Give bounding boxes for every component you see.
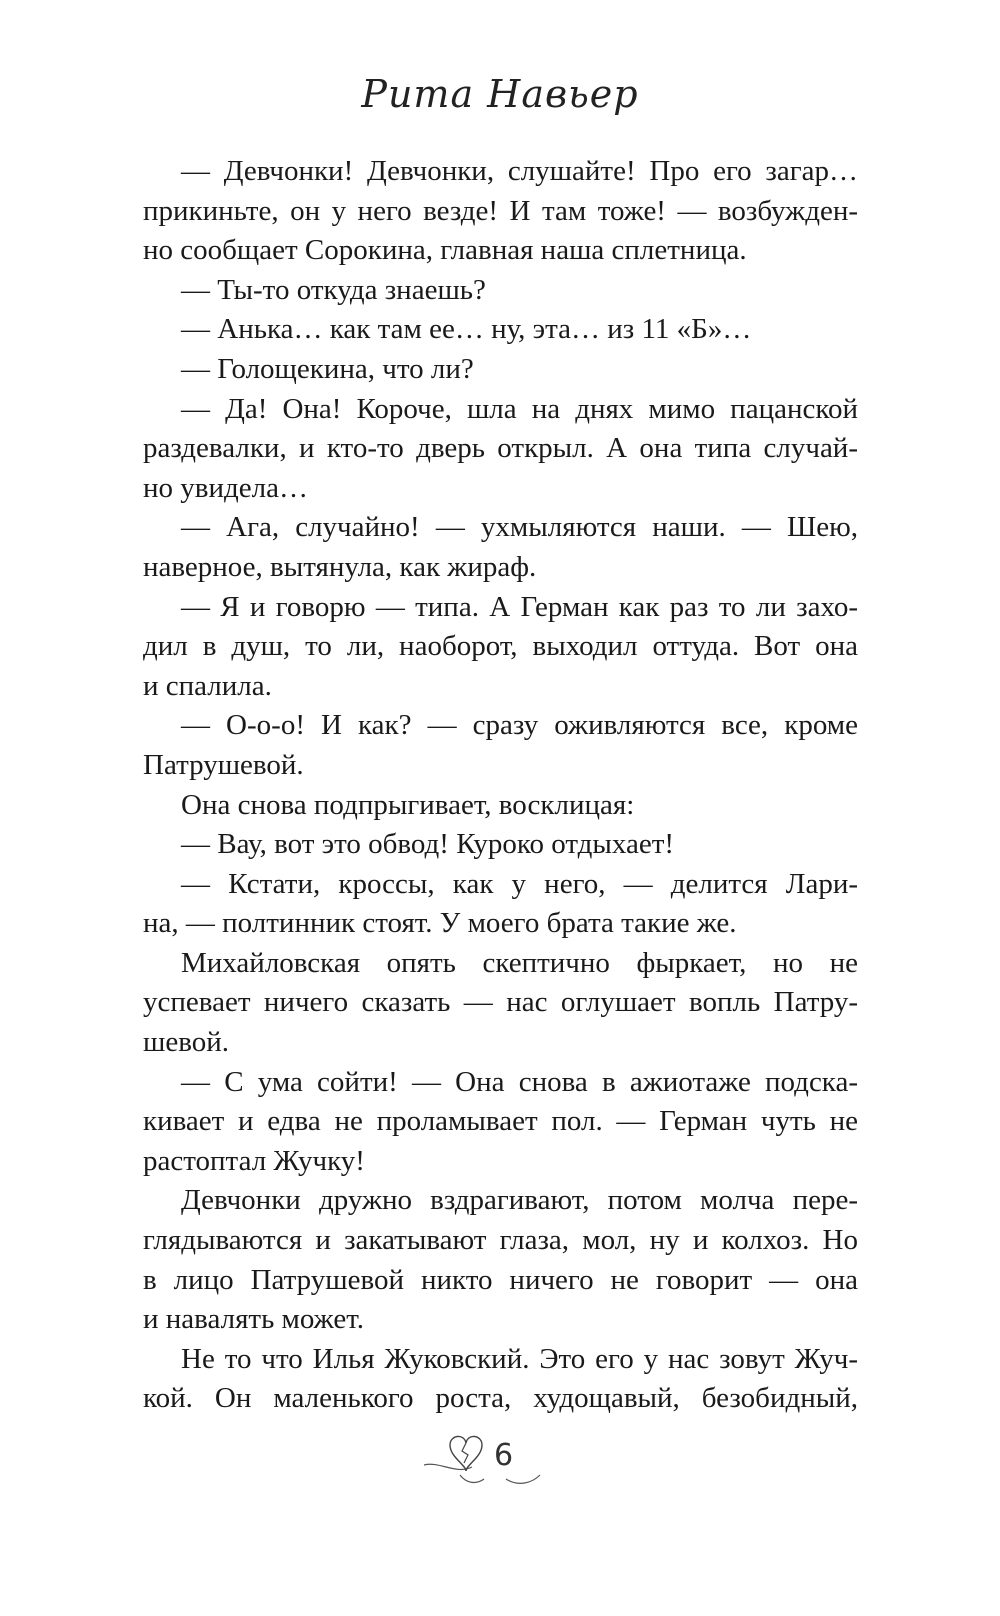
text-line: Патрушевой. [143, 748, 304, 781]
text-line: — Анька… как там ее… ну, эта… из 11 «Б»… [181, 313, 752, 346]
page-number: 6 [494, 1438, 514, 1473]
text-line: — Ты-то откуда знаешь? [181, 273, 486, 306]
text-line: наверное, вытянула, как жираф. [143, 550, 537, 583]
text-line: но увидела… [143, 471, 308, 504]
text-line: Девчонки дружно вздрагивают, потом молча пере- [181, 1184, 858, 1217]
text-line: — О-о-о! И как? — сразу оживляются все, кроме [181, 709, 858, 742]
text-line: глядываются и закатывают глаза, мол, ну и колхоз. Но [143, 1224, 858, 1257]
text-line: — Голощекина, что ли? [181, 352, 474, 385]
text-line: раздевалки, и кто-то дверь открыл. А она типа случай- [143, 432, 858, 465]
text-line: прикиньте, он у него везде! И там тоже! — возбужден- [143, 194, 858, 227]
running-head-author: Рита Навьер [361, 72, 639, 116]
text-line: — Я и говорю — типа. А Герман как раз то ли захо- [181, 590, 858, 623]
text-line: — Девчонки! Девчонки, слушайте! Про его загар… [181, 155, 858, 187]
text-line: успевает ничего сказать — нас оглушает вопль Патру- [143, 986, 858, 1019]
text-line: растоптал Жучку! [143, 1144, 365, 1177]
text-line: Она снова подпрыгивает, восклицая: [181, 788, 635, 821]
text-line: дил в душ, то ли, наоборот, выходил оттуда. Вот она [143, 630, 858, 663]
text-line: в лицо Патрушевой никто ничего не говорит — она [143, 1263, 858, 1296]
text-line: — Кстати, кроссы, как у него, — делится Лари- [181, 867, 858, 900]
text-line: Не то что Илья Жуковский. Это его у нас зовут Жуч- [181, 1342, 858, 1375]
text-line: Михайловская опять скептично фыркает, но не [181, 946, 858, 979]
body-text [143, 152, 858, 1419]
text-line: на, — полтинник стоят. У моего брата такие же. [143, 907, 737, 940]
text-line: кой. Он маленького роста, худощавый, безобидный, [143, 1382, 858, 1415]
text-line: — Вау, вот это обвод! Куроко отдыхает! [181, 828, 675, 861]
text-line: и спалила. [143, 669, 272, 702]
text-line: и навалять может. [143, 1303, 364, 1336]
text-line: но сообщает Сорокина, главная наша сплетница. [143, 234, 747, 267]
text-line: — Да! Она! Короче, шла на днях мимо пацанской [181, 392, 858, 425]
text-line: кивает и едва не проламывает пол. — Герман чуть не [143, 1105, 858, 1138]
text-line: — С ума сойти! — Она снова в ажиотаже подска- [181, 1065, 858, 1098]
text-line: — Ага, случайно! — ухмыляются наши. — Шею, [181, 511, 858, 544]
broken-heart-icon [420, 1425, 560, 1495]
text-line: шевой. [143, 1026, 229, 1059]
